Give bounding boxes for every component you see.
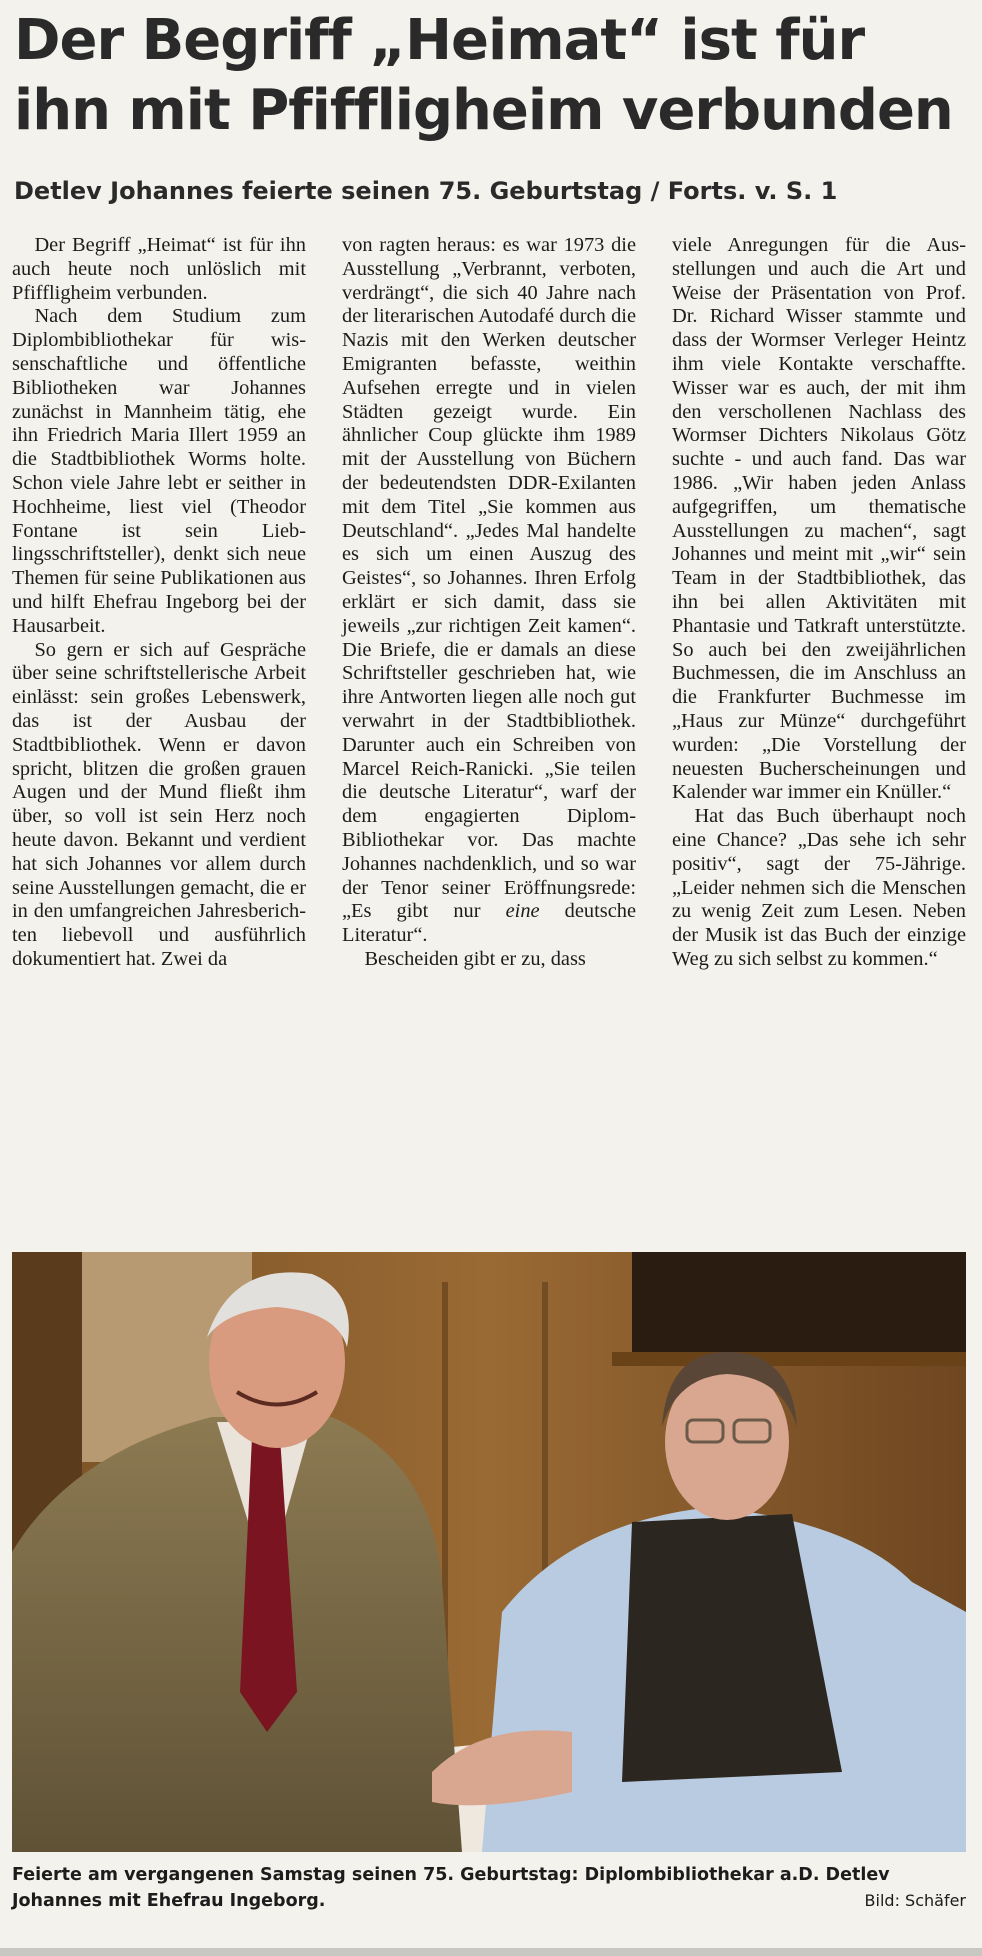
emphasis-word: eine	[505, 900, 540, 923]
paragraph: viele Anregungen für die Ausstellungen und auch die Art und Weise der Präsentation von Prof. Dr. Richard Wisser stammte und dass der Wormser Verleger Heintz ihm viele Kontakte verschaffte. Wisser war es auch, der mit ihm den verschollenen Nachlass des Wormser Dichters Nikolaus Götz suchte - und auch fand. Das war 1986. „Wir haben jeden Anlass aufgegriffen, um thematische Ausstellungen zu machen“, sagt Johannes und meint mit „wir“ sein Team in der Stadtbibliothek, das ihn bei allen Aktivitäten mit Phantasie und Tatkraft unterstützte. So auch bei den zweijährlichen Buchmessen, die im Anschluss an die Frankfurter Buchmesse im „Haus zur Münze“ durchgeführt wurden: „Die Vorstellung der neuesten Bucherscheinungen und Kalender war immer ein Knüller.“	[672, 234, 966, 804]
paragraph	[342, 234, 636, 948]
article-photo	[12, 1252, 966, 1852]
paragraph: Hat das Buch überhaupt noch eine Chance? „Das sehe ich sehr positiv“, sagt der 75-Jährige. „Leider nehmen sich die Menschen zu wenig Zeit zum Lesen. Neben der Musik ist das Buch der einzige Weg zu sich selbst zu kommen.“	[672, 805, 966, 970]
article-headline: Der Begriff „Heimat“ ist für ihn mit Pfiffligheim verbunden	[14, 8, 953, 143]
photo-credit: Bild: Schäfer	[864, 1891, 966, 1910]
paragraph: Nach dem Studium zum Diplombibliothekar für wissenschaftliche und öffentliche Bibliotheken war Johannes zunächst in Mannheim tätig, ehe ihn Friedrich Maria Illert 1959 an die Stadtbibliothek Worms holte. Schon viele Jahre lebt er seither in Hochheime, liest viel (Theodor Fontane ist sein Lieblingsschriftsteller), denkt sich neue Themen für seine Publikationen aus und hilft Ehefrau Ingeborg bei der Hausarbeit.	[12, 305, 306, 637]
article-subheadline: Detlev Johannes feierte seinen 75. Geburtstag / Forts. v. S. 1	[14, 177, 838, 205]
photo-caption: Feierte am vergangenen Samstag seinen 75. Geburtstag: Diplombibliothekar a.D. Detlev Johannes mit Ehefrau Ingeborg.	[12, 1865, 890, 1911]
page-bottom-edge	[0, 1948, 982, 1956]
paragraph-text-end: deutsche Literatur“.	[342, 900, 636, 947]
paragraph: Der Begriff „Heimat“ ist für ihn auch heute noch unlöslich mit Pfiffligheim verbunden.	[12, 234, 306, 304]
article-column-3	[672, 234, 966, 972]
paragraph: So gern er sich auf Gespräche über seine schriftstellerische Arbeit einlässt: sein großes Lebenswerk, das ist der Ausbau der Stadtbibliothek. Wenn er davon spricht, blitzen die großen grauen Augen und der Mund fließt ihm über, so voll ist sein Herz noch heute davon. Bekannt und verdient hat sich Johannes vor allem durch seine Ausstellungen gemacht, die er in den umfangreichen Jahresberichten liebevoll und ausführlich dokumentiert hat. Zwei da	[12, 638, 306, 970]
article-column-2	[342, 234, 636, 972]
article-column-1	[12, 234, 306, 972]
paragraph-text: von ragten heraus: es war 1973 die Ausstellung „Verbrannt, verboten, verdrängt“, die sich 40 Jahre nach der literarischen Autodafé durch die Nazis mit den Werken deutscher Emigranten befasste, weithin Aufsehen erregte und in vielen Städten gezeigt wurde. Ein ähnlicher Coup glückte ihm 1989 mit der Ausstellung von Büchern der bedeutendsten DDR-Exilanten mit dem Titel „Sie kommen aus Deutschland“. „Jedes Mal handelte es sich um einen Auszug des Geistes“, so Johannes. Ihren Erfolg erklärt er sich damit, dass sie jeweils „zur richtigen Zeit kamen“. Die Briefe, die er damals an diese Schriftsteller geschrieben hat, wie ihre Antworten liegen alle noch gut verwahrt in der Stadtbibliothek. Darunter auch ein Schreiben von Marcel Reich-Ranicki. „Sie teilen die deutsche Literatur“, warf der dem engagierten Diplom-Bibliothekar vor. Das machte Johannes nachdenklich, und so war der Tenor seiner Eröffnungsrede: „Es gibt nur	[342, 234, 636, 923]
photo-couple-image	[12, 1252, 966, 1852]
paragraph: Bescheiden gibt er zu, dass	[364, 947, 586, 970]
